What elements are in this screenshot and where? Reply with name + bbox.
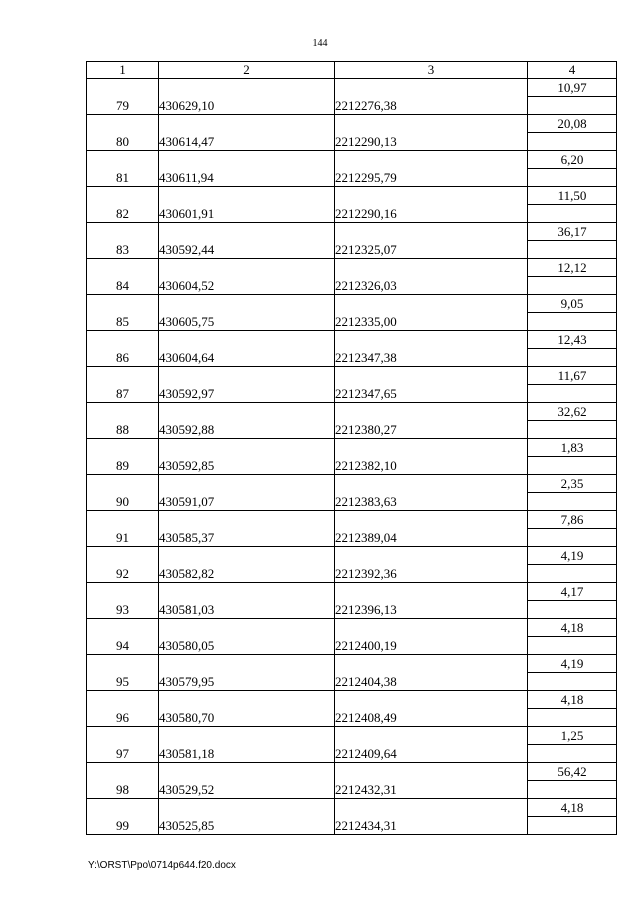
cell-point-number: 93 (87, 601, 159, 619)
coordinates-table (86, 61, 617, 835)
cell-x-coordinate: 430580,70 (159, 709, 335, 727)
table-row-point (87, 241, 617, 259)
cell-y-coordinate: 2212290,13 (335, 133, 528, 151)
cell-point-number (87, 619, 159, 637)
table-row-point (87, 529, 617, 547)
cell-distance: 12,12 (528, 259, 617, 277)
cell-point-number (87, 403, 159, 421)
table-row-distance (87, 187, 617, 205)
cell-point-number (87, 187, 159, 205)
cell-point-number (87, 115, 159, 133)
cell-x-coordinate (159, 439, 335, 457)
cell-y-coordinate: 2212434,31 (335, 817, 528, 835)
table-row-point (87, 637, 617, 655)
cell-x-coordinate (159, 763, 335, 781)
table-row-distance (87, 295, 617, 313)
table-row-point (87, 169, 617, 187)
cell-x-coordinate: 430592,88 (159, 421, 335, 439)
cell-x-coordinate: 430605,75 (159, 313, 335, 331)
cell-point-number (87, 367, 159, 385)
cell-distance: 4,18 (528, 691, 617, 709)
cell-y-coordinate (335, 151, 528, 169)
cell-x-coordinate: 430601,91 (159, 205, 335, 223)
column-header-1: 1 (87, 62, 159, 79)
cell-distance: 1,83 (528, 439, 617, 457)
cell-y-coordinate (335, 511, 528, 529)
cell-y-coordinate (335, 475, 528, 493)
cell-point-number: 83 (87, 241, 159, 259)
cell-distance (528, 673, 617, 691)
cell-point-number: 96 (87, 709, 159, 727)
cell-x-coordinate (159, 727, 335, 745)
table-row-distance (87, 331, 617, 349)
cell-distance: 11,67 (528, 367, 617, 385)
cell-point-number: 91 (87, 529, 159, 547)
cell-distance (528, 241, 617, 259)
cell-point-number: 79 (87, 97, 159, 115)
cell-y-coordinate: 2212382,10 (335, 457, 528, 475)
cell-x-coordinate: 430591,07 (159, 493, 335, 511)
table-row-distance (87, 439, 617, 457)
cell-x-coordinate (159, 331, 335, 349)
column-header-4: 4 (528, 62, 617, 79)
cell-y-coordinate (335, 547, 528, 565)
table-row-distance (87, 583, 617, 601)
cell-distance (528, 709, 617, 727)
cell-distance (528, 385, 617, 403)
cell-point-number: 86 (87, 349, 159, 367)
cell-distance (528, 745, 617, 763)
cell-x-coordinate (159, 403, 335, 421)
table-row-distance (87, 403, 617, 421)
cell-y-coordinate: 2212389,04 (335, 529, 528, 547)
cell-y-coordinate (335, 619, 528, 637)
cell-point-number (87, 763, 159, 781)
table-row-point (87, 709, 617, 727)
cell-y-coordinate (335, 439, 528, 457)
cell-y-coordinate: 2212408,49 (335, 709, 528, 727)
cell-distance (528, 169, 617, 187)
table-row-point (87, 385, 617, 403)
cell-distance (528, 97, 617, 115)
cell-distance: 11,50 (528, 187, 617, 205)
table-row-point (87, 133, 617, 151)
table-row-point (87, 673, 617, 691)
cell-y-coordinate (335, 655, 528, 673)
cell-x-coordinate: 430611,94 (159, 169, 335, 187)
column-header-2: 2 (159, 62, 335, 79)
cell-distance (528, 781, 617, 799)
cell-distance: 56,42 (528, 763, 617, 781)
cell-point-number (87, 259, 159, 277)
cell-x-coordinate: 430629,10 (159, 97, 335, 115)
cell-x-coordinate (159, 367, 335, 385)
cell-y-coordinate: 2212347,38 (335, 349, 528, 367)
cell-x-coordinate: 430581,18 (159, 745, 335, 763)
cell-point-number: 99 (87, 817, 159, 835)
cell-distance: 20,08 (528, 115, 617, 133)
cell-x-coordinate (159, 115, 335, 133)
table-row-distance (87, 619, 617, 637)
cell-y-coordinate (335, 223, 528, 241)
table-row-distance (87, 151, 617, 169)
table-row-point (87, 817, 617, 835)
cell-distance: 9,05 (528, 295, 617, 313)
table-row-point (87, 565, 617, 583)
cell-x-coordinate (159, 151, 335, 169)
table-row-distance (87, 115, 617, 133)
cell-point-number: 97 (87, 745, 159, 763)
cell-x-coordinate (159, 583, 335, 601)
cell-x-coordinate (159, 655, 335, 673)
cell-distance (528, 565, 617, 583)
cell-point-number (87, 79, 159, 97)
cell-y-coordinate: 2212347,65 (335, 385, 528, 403)
cell-x-coordinate: 430604,52 (159, 277, 335, 295)
cell-distance (528, 133, 617, 151)
table-row-distance (87, 511, 617, 529)
cell-distance: 36,17 (528, 223, 617, 241)
cell-x-coordinate (159, 691, 335, 709)
cell-x-coordinate (159, 259, 335, 277)
cell-distance: 2,35 (528, 475, 617, 493)
cell-point-number (87, 475, 159, 493)
cell-x-coordinate (159, 187, 335, 205)
column-header-3: 3 (335, 62, 528, 79)
cell-y-coordinate: 2212276,38 (335, 97, 528, 115)
table-row-point (87, 277, 617, 295)
table-row-distance (87, 475, 617, 493)
cell-point-number: 89 (87, 457, 159, 475)
cell-y-coordinate (335, 79, 528, 97)
cell-y-coordinate: 2212432,31 (335, 781, 528, 799)
cell-x-coordinate: 430529,52 (159, 781, 335, 799)
cell-distance: 10,97 (528, 79, 617, 97)
table-row-distance (87, 691, 617, 709)
table-row-point (87, 457, 617, 475)
cell-point-number (87, 295, 159, 313)
cell-distance: 7,86 (528, 511, 617, 529)
cell-y-coordinate (335, 115, 528, 133)
cell-distance (528, 493, 617, 511)
cell-distance: 12,43 (528, 331, 617, 349)
table-row-distance (87, 367, 617, 385)
cell-x-coordinate: 430582,82 (159, 565, 335, 583)
cell-x-coordinate (159, 511, 335, 529)
cell-point-number: 82 (87, 205, 159, 223)
cell-point-number (87, 691, 159, 709)
table-row-distance (87, 727, 617, 745)
cell-y-coordinate (335, 331, 528, 349)
cell-y-coordinate: 2212325,07 (335, 241, 528, 259)
cell-y-coordinate: 2212295,79 (335, 169, 528, 187)
cell-y-coordinate (335, 259, 528, 277)
cell-point-number (87, 151, 159, 169)
cell-y-coordinate (335, 367, 528, 385)
cell-y-coordinate (335, 763, 528, 781)
cell-y-coordinate (335, 691, 528, 709)
table-row-point (87, 97, 617, 115)
cell-x-coordinate: 430592,44 (159, 241, 335, 259)
cell-distance: 4,18 (528, 799, 617, 817)
cell-distance (528, 601, 617, 619)
cell-y-coordinate (335, 187, 528, 205)
table-body (87, 79, 617, 835)
cell-point-number: 90 (87, 493, 159, 511)
cell-point-number: 95 (87, 673, 159, 691)
cell-point-number: 81 (87, 169, 159, 187)
cell-x-coordinate: 430614,47 (159, 133, 335, 151)
cell-distance: 4,18 (528, 619, 617, 637)
cell-distance (528, 817, 617, 835)
cell-point-number: 92 (87, 565, 159, 583)
cell-distance: 4,19 (528, 547, 617, 565)
cell-y-coordinate: 2212396,13 (335, 601, 528, 619)
cell-distance: 1,25 (528, 727, 617, 745)
table-header-row (87, 62, 617, 79)
table-row-point (87, 781, 617, 799)
cell-point-number (87, 439, 159, 457)
cell-x-coordinate: 430592,85 (159, 457, 335, 475)
table-row-distance (87, 655, 617, 673)
cell-distance (528, 277, 617, 295)
cell-point-number (87, 727, 159, 745)
cell-point-number (87, 511, 159, 529)
cell-x-coordinate (159, 619, 335, 637)
cell-distance (528, 529, 617, 547)
cell-point-number: 98 (87, 781, 159, 799)
table-row-distance (87, 79, 617, 97)
cell-point-number (87, 547, 159, 565)
table-row-distance (87, 547, 617, 565)
cell-point-number: 84 (87, 277, 159, 295)
cell-x-coordinate (159, 295, 335, 313)
cell-point-number (87, 331, 159, 349)
cell-x-coordinate (159, 547, 335, 565)
cell-y-coordinate: 2212335,00 (335, 313, 528, 331)
table-row-distance (87, 799, 617, 817)
cell-y-coordinate (335, 403, 528, 421)
table-row-distance (87, 763, 617, 781)
cell-x-coordinate: 430579,95 (159, 673, 335, 691)
cell-distance (528, 313, 617, 331)
cell-x-coordinate: 430604,64 (159, 349, 335, 367)
cell-x-coordinate: 430525,85 (159, 817, 335, 835)
cell-y-coordinate: 2212392,36 (335, 565, 528, 583)
cell-y-coordinate: 2212383,63 (335, 493, 528, 511)
cell-distance: 4,17 (528, 583, 617, 601)
table-row-point (87, 745, 617, 763)
cell-point-number (87, 655, 159, 673)
cell-y-coordinate: 2212326,03 (335, 277, 528, 295)
cell-point-number: 94 (87, 637, 159, 655)
cell-distance (528, 421, 617, 439)
cell-y-coordinate (335, 799, 528, 817)
table-row-point (87, 205, 617, 223)
cell-distance: 32,62 (528, 403, 617, 421)
cell-x-coordinate: 430580,05 (159, 637, 335, 655)
table-row-distance (87, 259, 617, 277)
cell-point-number (87, 799, 159, 817)
cell-y-coordinate: 2212380,27 (335, 421, 528, 439)
cell-distance (528, 205, 617, 223)
cell-distance: 6,20 (528, 151, 617, 169)
file-path-footer: Y:\ORST\Ppo\0714p644.f20.docx (88, 860, 236, 871)
cell-x-coordinate (159, 79, 335, 97)
page-number: 144 (312, 38, 328, 49)
cell-distance (528, 349, 617, 367)
cell-x-coordinate: 430592,97 (159, 385, 335, 403)
table-row-point (87, 493, 617, 511)
cell-y-coordinate (335, 583, 528, 601)
cell-y-coordinate: 2212404,38 (335, 673, 528, 691)
cell-x-coordinate: 430581,03 (159, 601, 335, 619)
table-row-distance (87, 223, 617, 241)
table-row-point (87, 421, 617, 439)
cell-x-coordinate (159, 475, 335, 493)
cell-y-coordinate (335, 727, 528, 745)
cell-distance (528, 637, 617, 655)
cell-y-coordinate (335, 295, 528, 313)
cell-x-coordinate: 430585,37 (159, 529, 335, 547)
cell-x-coordinate (159, 799, 335, 817)
cell-y-coordinate: 2212409,64 (335, 745, 528, 763)
cell-point-number: 88 (87, 421, 159, 439)
cell-y-coordinate: 2212290,16 (335, 205, 528, 223)
table-row-point (87, 601, 617, 619)
cell-point-number: 85 (87, 313, 159, 331)
cell-point-number (87, 223, 159, 241)
cell-x-coordinate (159, 223, 335, 241)
table-row-point (87, 349, 617, 367)
cell-point-number (87, 583, 159, 601)
cell-distance (528, 457, 617, 475)
cell-point-number: 87 (87, 385, 159, 403)
cell-y-coordinate: 2212400,19 (335, 637, 528, 655)
cell-point-number: 80 (87, 133, 159, 151)
table-row-point (87, 313, 617, 331)
cell-distance: 4,19 (528, 655, 617, 673)
